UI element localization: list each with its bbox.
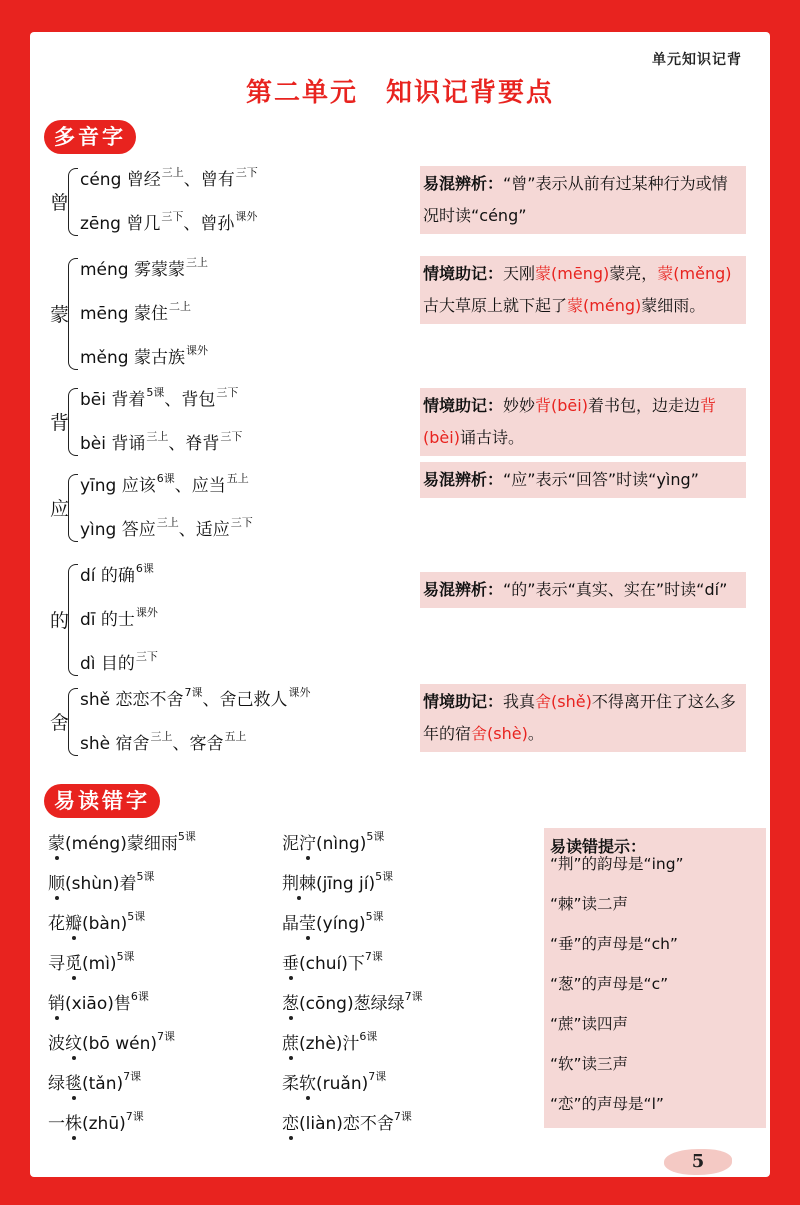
pinyin-text: (ruǎn) [316, 1074, 369, 1094]
reading-text: bèi 背诵 [80, 434, 146, 454]
misread-item [48, 948, 135, 974]
reading-line [80, 254, 208, 280]
reading-text: 、背包 [164, 390, 216, 410]
source-mark: 三上 [156, 516, 179, 529]
hint-line: “垂”的声母是“ch” [550, 935, 678, 953]
misread-item [48, 828, 196, 854]
pinyin-text: (xiāo)售 [65, 994, 131, 1014]
reading-text: méng 雾蒙蒙 [80, 260, 185, 280]
word-part: 绿 [48, 1074, 65, 1094]
reading-text: céng 曾经 [80, 170, 161, 190]
hints-title: 易读错提示： [550, 837, 647, 856]
source-mark: 6课 [156, 472, 175, 485]
source-mark: 7课 [364, 950, 383, 963]
source-mark: 5课 [146, 386, 165, 399]
tip-text: 。 [527, 724, 544, 743]
reading-line [80, 514, 253, 540]
tip-text: “应”表示“回答”时读“yìng” [503, 470, 699, 489]
reading-text: 、适应 [178, 520, 230, 540]
tip-text: 不得离开住了这么多年的宿 [423, 692, 736, 743]
source-mark: 5课 [116, 950, 135, 963]
reading-text: měng 蒙古族 [80, 348, 185, 368]
misread-item [282, 988, 423, 1014]
emphasized-char: 顺 [48, 869, 65, 894]
pinyin-text: (méng)蒙细雨 [65, 834, 178, 854]
tip-box [420, 388, 746, 456]
misread-item [282, 1068, 386, 1094]
tip-text: 蒙亮， [609, 264, 658, 283]
reading-line [80, 298, 191, 324]
polyphonic-char: 应 [50, 498, 70, 520]
emphasized-char: 泞 [299, 829, 316, 854]
tip-highlight: 蒙(mēng) [535, 264, 610, 283]
source-mark: 三下 [235, 166, 258, 179]
tip-text: 古大草原上就下起了 [423, 296, 568, 315]
emphasized-char: 瓣 [65, 909, 82, 934]
reading-line [80, 684, 311, 710]
source-mark: 5课 [366, 830, 385, 843]
source-mark: 三下 [135, 650, 158, 663]
emphasized-char: 觅 [65, 949, 82, 974]
word-part: 花 [48, 914, 65, 934]
source-mark: 课外 [186, 344, 208, 357]
source-mark: 课外 [235, 210, 258, 223]
section-badge-polyphonic: 多音字 [44, 120, 136, 154]
pinyin-text: (liàn)恋不舍 [299, 1114, 394, 1134]
reading-text: 、客舍 [172, 734, 224, 754]
tip-box [420, 462, 746, 498]
reading-text: zēng 曾几 [80, 214, 161, 234]
tip-text: 蒙细雨。 [641, 296, 706, 315]
emphasized-char: 株 [65, 1109, 82, 1134]
pinyin-text: (chuí)下 [299, 954, 365, 974]
tip-label: 情境助记： [423, 264, 504, 283]
corner-mark [34, 36, 59, 61]
misread-item [48, 908, 145, 934]
emphasized-char: 销 [48, 989, 65, 1014]
hint-line: “恋”的声母是“l” [550, 1095, 664, 1113]
word-part: 寻 [48, 954, 65, 974]
tip-label: 易混辨析： [423, 470, 504, 489]
source-mark: 三上 [150, 730, 173, 743]
polyphonic-char: 蒙 [50, 304, 70, 326]
reading-line [80, 342, 208, 368]
source-mark: 6课 [135, 562, 154, 575]
emphasized-char: 莹 [299, 909, 316, 934]
tip-highlight: 蒙(méng) [567, 296, 642, 315]
tip-text: 天刚 [503, 264, 536, 283]
source-mark: 5课 [177, 830, 196, 843]
source-mark: 三下 [230, 516, 253, 529]
brace [68, 388, 78, 456]
source-mark: 二上 [169, 300, 191, 313]
emphasized-char: 蒙 [48, 829, 65, 854]
emphasized-char: 毯 [65, 1069, 82, 1094]
pinyin-text: (tǎn) [82, 1074, 124, 1094]
source-mark: 三下 [220, 430, 243, 443]
misread-item [48, 1028, 175, 1054]
hint-line: “荆”的韵母是“ing” [550, 855, 684, 873]
pinyin-text: (bàn) [82, 914, 128, 934]
source-mark: 三下 [161, 210, 184, 223]
tip-text: 诵古诗。 [459, 428, 524, 447]
reading-text: 、曾孙 [183, 214, 235, 234]
pinyin-text: (shùn)着 [65, 874, 137, 894]
emphasized-char: 恋 [282, 1109, 299, 1134]
reading-text: 、舍己救人 [202, 690, 288, 710]
hint-line: “蔗”读四声 [550, 1015, 629, 1033]
source-mark: 7课 [393, 1110, 412, 1123]
hint-line: “葱”的声母是“c” [550, 975, 669, 993]
pinyin-text: (zhū) [82, 1114, 126, 1134]
reading-line [80, 470, 249, 496]
tip-box [420, 166, 746, 234]
polyphonic-char: 背 [50, 412, 70, 434]
hint-line: “软”读三声 [550, 1055, 629, 1073]
brace [68, 168, 78, 236]
source-mark: 6课 [359, 1030, 378, 1043]
tip-label: 情境助记： [423, 692, 504, 711]
tip-box [420, 256, 746, 324]
reading-text: shě 恋恋不舍 [80, 690, 184, 710]
pinyin-text: (nìng) [316, 834, 367, 854]
misread-item [282, 1028, 377, 1054]
word-part: 柔 [282, 1074, 299, 1094]
source-mark: 5课 [365, 910, 384, 923]
tip-label: 情境助记： [423, 396, 504, 415]
source-mark: 5课 [375, 870, 394, 883]
brace [68, 688, 78, 756]
brace [68, 258, 78, 370]
reading-text: dì 目的 [80, 654, 135, 674]
source-mark: 7课 [123, 1070, 142, 1083]
misread-item [282, 948, 383, 974]
pinyin-text: (cōng)葱绿绿 [299, 994, 405, 1014]
tip-highlight: 舍(shě) [535, 692, 592, 711]
reading-text: bēi 背着 [80, 390, 146, 410]
misread-hints-box [544, 828, 766, 1128]
section-badge-misread: 易读错字 [44, 784, 160, 818]
reading-text: yīng 应该 [80, 476, 156, 496]
tip-box [420, 572, 746, 608]
reading-text: dí 的确 [80, 566, 135, 586]
tip-text: 我真 [503, 692, 536, 711]
polyphonic-char: 舍 [50, 712, 70, 734]
misread-item [48, 1068, 141, 1094]
misread-item [48, 868, 154, 894]
page-title: 第二单元 知识记背要点 [245, 78, 554, 108]
reading-line [80, 384, 238, 410]
misread-item [282, 868, 393, 894]
page-number: 5 [664, 1149, 732, 1175]
source-mark: 7课 [404, 990, 423, 1003]
brace [68, 564, 78, 676]
emphasized-char: 软 [299, 1069, 316, 1094]
misread-item [282, 828, 384, 854]
tip-box [420, 684, 746, 752]
reading-line [80, 648, 158, 674]
reading-line [80, 560, 154, 586]
source-mark: 5课 [136, 870, 155, 883]
pinyin-text: (yíng) [316, 914, 366, 934]
source-mark: 7课 [368, 1070, 387, 1083]
tip-text: 妙妙 [503, 396, 536, 415]
tip-text: “的”表示“真实、实在”时读“dí” [503, 580, 728, 599]
misread-item [282, 908, 384, 934]
tip-label: 易混辨析： [423, 580, 504, 599]
reading-text: yìng 答应 [80, 520, 156, 540]
reading-text: shè 宿舍 [80, 734, 150, 754]
reading-text: mēng 蒙住 [80, 304, 168, 324]
tip-highlight: 背(bēi) [535, 396, 588, 415]
misread-item [282, 1108, 412, 1134]
emphasized-char: 蔗 [282, 1029, 299, 1054]
hint-line: “棘”读二声 [550, 895, 629, 913]
source-mark: 7课 [184, 686, 203, 699]
reading-text: 、脊背 [168, 434, 220, 454]
pinyin-text: (zhè)汁 [299, 1034, 360, 1054]
tip-highlight: 舍(shè) [471, 724, 528, 743]
word-part: 波 [48, 1034, 65, 1054]
brace [68, 474, 78, 542]
misread-item [48, 1108, 144, 1134]
source-mark: 5课 [127, 910, 146, 923]
tip-highlight: 背(bèi) [423, 396, 716, 447]
source-mark: 6课 [130, 990, 149, 1003]
emphasized-char: 葱 [282, 989, 299, 1014]
source-mark: 7课 [157, 1030, 175, 1043]
emphasized-char: 荆棘 [282, 869, 316, 894]
page [30, 32, 770, 1177]
reading-line [80, 604, 158, 630]
emphasized-char: 纹 [65, 1029, 82, 1054]
reading-line [80, 208, 257, 234]
source-mark: 课外 [135, 606, 158, 619]
word-part: 晶 [282, 914, 299, 934]
pinyin-text: (jīng jí) [316, 874, 376, 894]
reading-line [80, 428, 242, 454]
reading-text: dī 的士 [80, 610, 135, 630]
tip-text: 着书包，边走边 [587, 396, 700, 415]
polyphonic-char: 曾 [50, 192, 70, 214]
source-mark: 五上 [226, 472, 249, 485]
polyphonic-char: 的 [50, 610, 70, 632]
header-label: 单元知识记背 [652, 52, 742, 68]
tip-text: “曾”表示从前有过某种行为或情况时读“céng” [423, 174, 728, 225]
source-mark: 三上 [146, 430, 169, 443]
reading-line [80, 164, 258, 190]
tip-label: 易混辨析： [423, 174, 504, 193]
reading-text: 、曾有 [183, 170, 235, 190]
reading-line [80, 728, 247, 754]
source-mark: 三下 [216, 386, 239, 399]
source-mark: 三上 [186, 256, 208, 269]
word-part: 泥 [282, 834, 299, 854]
word-part: 一 [48, 1114, 65, 1134]
emphasized-char: 垂 [282, 949, 299, 974]
pinyin-text: (bō wén) [82, 1034, 157, 1054]
tip-highlight: 蒙(měng) [657, 264, 732, 283]
source-mark: 7课 [125, 1110, 144, 1123]
reading-text: 、应当 [174, 476, 226, 496]
source-mark: 课外 [288, 686, 311, 699]
pinyin-text: (mì) [82, 954, 117, 974]
source-mark: 五上 [224, 730, 247, 743]
source-mark: 三上 [161, 166, 184, 179]
misread-item [48, 988, 149, 1014]
